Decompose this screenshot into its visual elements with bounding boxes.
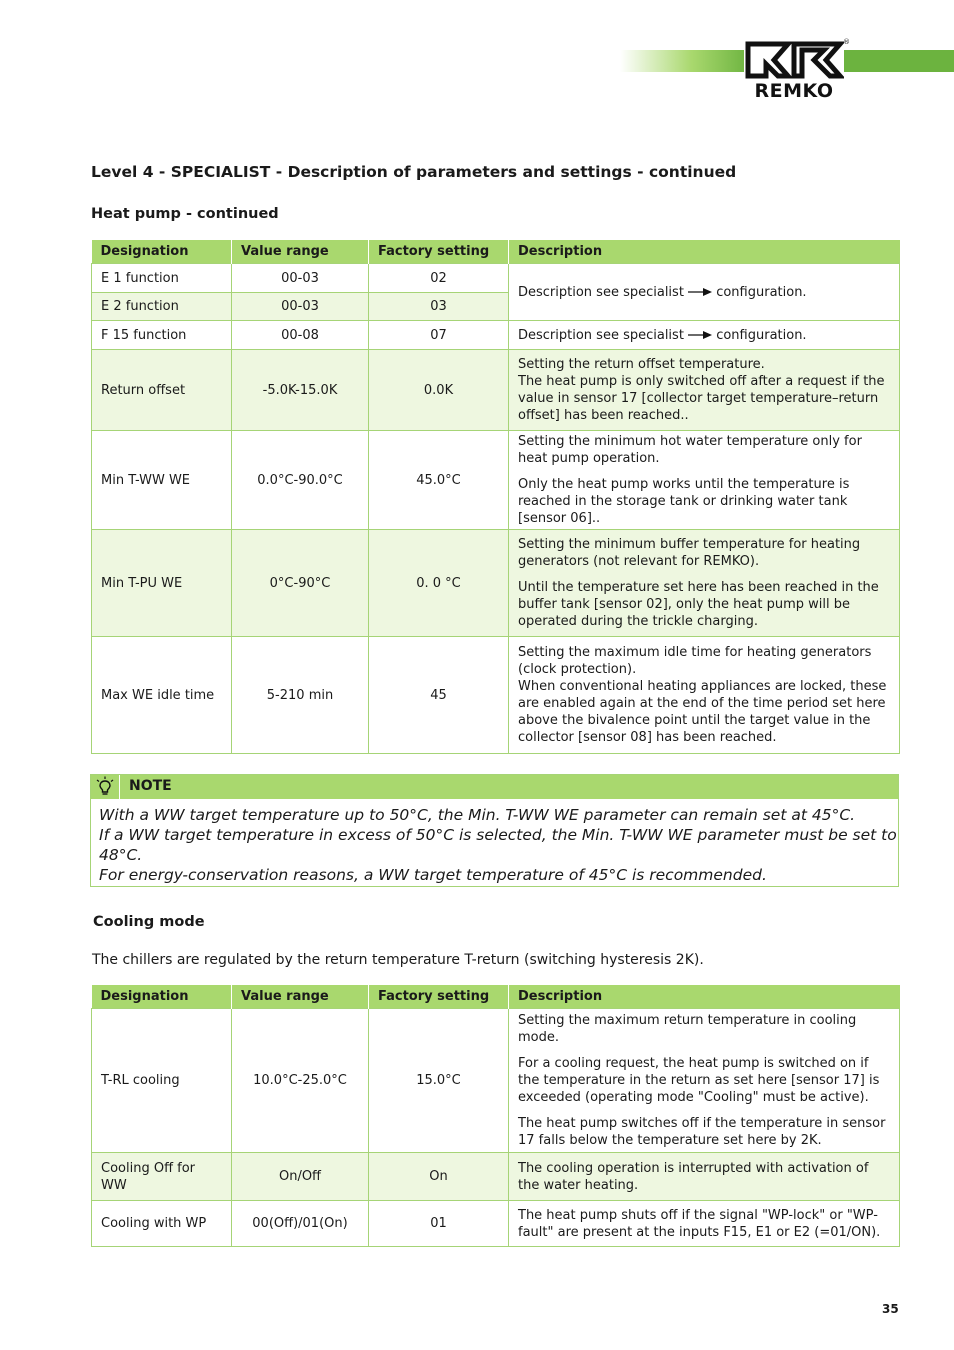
note-box (90, 774, 899, 887)
desc-paragraph: Until the temperature set here has been reached in the buffer tank [sensor 02], only the heat pump will be operated during the trickle charging. (518, 580, 879, 629)
desc-see-pre: Description see specialist (518, 284, 684, 300)
cell-factory: 15.0°C (369, 1009, 509, 1153)
cell-description (509, 530, 900, 637)
note-line: With a WW target temperature up to 50°C, the Min. T-WW WE parameter can remain set at 45°C. (99, 806, 856, 824)
header-green-bar (842, 50, 954, 72)
cooling-intro: The chillers are regulated by the return temperature T-return (switching hysteresis 2K). (92, 952, 704, 968)
cell-range: 5-210 min (232, 637, 369, 754)
page-number: 35 (882, 1302, 899, 1316)
cell-designation: E 2 function (92, 293, 232, 321)
cell-designation: Cooling Off for WW (92, 1153, 232, 1201)
remko-logo-mark-icon (744, 40, 844, 80)
col-designation: Designation (92, 240, 232, 264)
arrow-right-icon (688, 287, 712, 297)
cell-designation: Min T-WW WE (92, 431, 232, 530)
cell-designation: Min T-PU WE (92, 530, 232, 637)
table-row (92, 350, 900, 431)
desc-see-pre: Description see specialist (518, 327, 684, 343)
desc-paragraph: The heat pump switches off if the temperature in sensor 17 falls below the temperature set here by 2K. (518, 1116, 886, 1148)
heat-pump-heading: Heat pump - continued (91, 206, 279, 222)
cooling-heading: Cooling mode (93, 914, 205, 930)
table-row (92, 637, 900, 754)
cell-description: Setting the maximum idle time for heating generators (clock protection). When conventional heating appliances are locked, these are enabled again at the end of the time period set here above the bivalence point until the target value in the collector [sensor 08] has been reached. (509, 637, 900, 754)
cell-designation: Max WE idle time (92, 637, 232, 754)
heat-pump-table (91, 240, 900, 754)
cell-description: Setting the return offset temperature. The heat pump is only switched off after a request if the value in sensor 17 [collector target temperature–return offset] has been reached.. (509, 350, 900, 431)
table-row (92, 264, 900, 293)
cell-designation: Cooling with WP (92, 1201, 232, 1247)
cell-designation: E 1 function (92, 264, 232, 293)
cell-description (509, 321, 900, 350)
cell-factory: 07 (369, 321, 509, 350)
desc-paragraph: Setting the maximum return temperature in cooling mode. (518, 1013, 857, 1045)
note-label: NOTE (129, 778, 172, 794)
cell-description: The cooling operation is interrupted with activation of the water heating. (509, 1153, 900, 1201)
cell-designation: F 15 function (92, 321, 232, 350)
cell-range: 0°C-90°C (232, 530, 369, 637)
desc-paragraph: Setting the minimum hot water temperature only for heat pump operation. (518, 434, 862, 466)
col-value-range: Value range (232, 985, 369, 1009)
cell-description (509, 431, 900, 530)
table-row (92, 321, 900, 350)
header-gradient-bar (620, 50, 750, 72)
cell-factory: On (369, 1153, 509, 1201)
table-row (92, 1153, 900, 1201)
cell-factory: 01 (369, 1201, 509, 1247)
col-factory-setting: Factory setting (369, 240, 509, 264)
col-value-range: Value range (232, 240, 369, 264)
table-row (92, 530, 900, 637)
cell-range: 10.0°C-25.0°C (232, 1009, 369, 1153)
arrow-right-icon (688, 330, 712, 340)
table-row (92, 1201, 900, 1247)
cell-designation: T-RL cooling (92, 1009, 232, 1153)
note-header (91, 775, 898, 799)
desc-paragraph: For a cooling request, the heat pump is switched on if the temperature in the return as set here [sensor 17] is exceeded (operating mode "Cooling" must be active). (518, 1056, 880, 1105)
desc-paragraph: Setting the minimum buffer temperature for heating generators (not relevant for REMKO). (518, 537, 861, 569)
cell-factory: 0.0K (369, 350, 509, 431)
cell-range: 00-03 (232, 264, 369, 293)
cell-description (509, 264, 900, 321)
note-line: For energy-conservation reasons, a WW target temperature of 45°C is recommended. (99, 866, 767, 884)
desc-see-post: configuration. (716, 327, 807, 343)
cell-description (509, 1009, 900, 1153)
cooling-table (91, 985, 900, 1247)
cell-range: 00-03 (232, 293, 369, 321)
col-description: Description (509, 240, 900, 264)
cell-factory: 45.0°C (369, 431, 509, 530)
cell-factory: 03 (369, 293, 509, 321)
remko-logo (744, 40, 844, 104)
desc-paragraph: Only the heat pump works until the temperature is reached in the storage tank or drinking water tank [sensor 06].. (518, 477, 850, 526)
registered-mark: ® (843, 38, 850, 46)
table-header-row (92, 240, 900, 264)
note-icon-box (91, 775, 120, 799)
lightbulb-icon (91, 775, 119, 799)
cell-designation: Return offset (92, 350, 232, 431)
col-description: Description (509, 985, 900, 1009)
cell-factory: 02 (369, 264, 509, 293)
desc-see-post: configuration. (716, 284, 807, 300)
page-title: Level 4 - SPECIALIST - Description of parameters and settings - continued (91, 163, 737, 181)
table-header-row (92, 985, 900, 1009)
cell-range: 00-08 (232, 321, 369, 350)
note-line: If a WW target temperature in excess of 50°C is selected, the Min. T-WW WE parameter must be set to 48°C. (99, 826, 897, 864)
cell-range: -5.0K-15.0K (232, 350, 369, 431)
table-row (92, 431, 900, 530)
cell-factory: 45 (369, 637, 509, 754)
cell-range: On/Off (232, 1153, 369, 1201)
cell-factory: 0. 0 °C (369, 530, 509, 637)
cell-range: 0.0°C-90.0°C (232, 431, 369, 530)
table-row (92, 1009, 900, 1153)
col-designation: Designation (92, 985, 232, 1009)
note-body (91, 799, 898, 885)
cell-description: The heat pump shuts off if the signal "WP-lock" or "WP-fault" are present at the inputs F15, E1 or E2 (=01/ON). (509, 1201, 900, 1247)
cell-range: 00(Off)/01(On) (232, 1201, 369, 1247)
col-factory-setting: Factory setting (369, 985, 509, 1009)
remko-wordmark: REMKO (754, 80, 834, 102)
